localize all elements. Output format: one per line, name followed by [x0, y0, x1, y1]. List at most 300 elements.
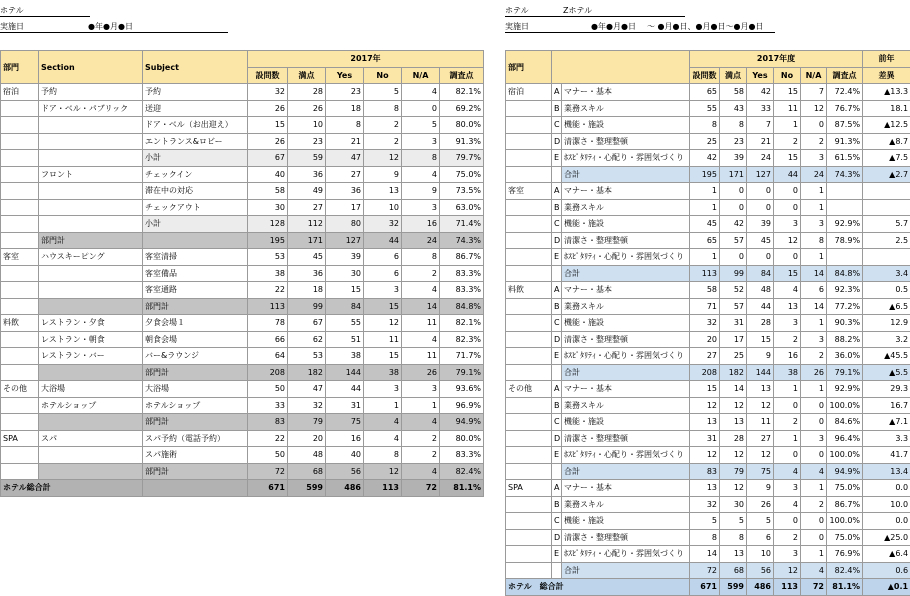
subject-cell: ホテルショップ: [143, 397, 248, 414]
value-cell: 195: [248, 232, 288, 249]
value-cell: 12: [774, 232, 801, 249]
col-metric: N/A: [801, 67, 827, 84]
value-cell: 9: [402, 183, 440, 200]
value-cell: 4: [364, 414, 402, 431]
value-cell: 12: [364, 150, 402, 167]
value-cell: 45: [690, 216, 720, 233]
value-cell: 1: [801, 480, 827, 497]
value-cell: 36: [326, 183, 364, 200]
value-cell: 31: [326, 397, 364, 414]
value-cell: 27: [690, 348, 720, 365]
value-cell: 8: [720, 529, 747, 546]
code-cell: A: [552, 282, 562, 299]
value-cell: 36: [288, 166, 326, 183]
dept-cell: [1, 265, 39, 282]
table-row: [506, 315, 910, 332]
value-cell: 182: [288, 364, 326, 381]
table-row: [506, 348, 910, 365]
value-cell: 71.4%: [440, 216, 484, 233]
value-cell: 15: [747, 331, 774, 348]
value-cell: 92.9%: [827, 381, 863, 398]
dept-cell: [506, 562, 552, 579]
section-cell: [39, 183, 143, 200]
value-cell: 83.3%: [440, 447, 484, 464]
value-cell: 2: [364, 133, 402, 150]
value-cell: 36: [288, 265, 326, 282]
subject-cell: チェックイン: [143, 166, 248, 183]
dept-cell: [506, 100, 552, 117]
table-row: [506, 100, 910, 117]
table-row: [1, 282, 484, 299]
diff-cell: 0.0: [863, 513, 910, 530]
value-cell: 24: [747, 150, 774, 167]
diff-cell: 5.7: [863, 216, 910, 233]
value-cell: 63.0%: [440, 199, 484, 216]
table-row: [1, 133, 484, 150]
col-metric: 満点: [288, 67, 326, 84]
value-cell: 82.4%: [827, 562, 863, 579]
value-cell: 28: [720, 430, 747, 447]
value-cell: 1: [690, 183, 720, 200]
dept-cell: 客室: [1, 249, 39, 266]
value-cell: 5: [747, 513, 774, 530]
value-cell: 38: [326, 348, 364, 365]
dept-cell: [506, 216, 552, 233]
section-cell: レストラン・夕食: [39, 315, 143, 332]
value-cell: 58: [248, 183, 288, 200]
tot-row: [1, 480, 484, 497]
value-cell: 22: [248, 430, 288, 447]
subject-cell: 清潔さ・整理整頓: [562, 529, 690, 546]
value-cell: 23: [720, 133, 747, 150]
table-row: [506, 496, 910, 513]
subject-cell: ﾎｽﾋﾟﾀﾘﾃｨ・心配り・雰囲気づくり: [562, 546, 690, 563]
table-row: [506, 414, 910, 431]
dept-cell: [506, 298, 552, 315]
code-cell: [552, 265, 562, 282]
value-cell: 2: [402, 430, 440, 447]
col-subject: [552, 51, 690, 84]
dept-cell: [506, 447, 552, 464]
value-cell: 0: [747, 183, 774, 200]
subject-cell: 部門計: [143, 414, 248, 431]
value-cell: 8: [801, 232, 827, 249]
value-cell: 86.7%: [440, 249, 484, 266]
value-cell: 12: [720, 397, 747, 414]
value-cell: 671: [248, 480, 288, 497]
value-cell: 12: [720, 447, 747, 464]
subject-cell: 機能・施設: [562, 315, 690, 332]
value-cell: 113: [690, 265, 720, 282]
dept-cell: [506, 249, 552, 266]
value-cell: 73.5%: [440, 183, 484, 200]
value-cell: 1: [801, 546, 827, 563]
value-cell: 144: [747, 364, 774, 381]
dept-cell: [506, 199, 552, 216]
table-row: [506, 381, 910, 398]
col-prev-year: 前年: [863, 51, 910, 68]
dept-cell: [1, 216, 39, 233]
value-cell: 56: [326, 463, 364, 480]
value-cell: 38: [248, 265, 288, 282]
value-cell: 82.1%: [440, 84, 484, 101]
section-cell: [39, 117, 143, 134]
dept-cell: [506, 232, 552, 249]
value-cell: 13: [720, 546, 747, 563]
value-cell: 38: [774, 364, 801, 381]
value-cell: 25: [720, 348, 747, 365]
subject-cell: ﾎｽﾋﾟﾀﾘﾃｨ・心配り・雰囲気づくり: [562, 150, 690, 167]
table-row: [506, 546, 910, 563]
value-cell: 79.1%: [827, 364, 863, 381]
value-cell: 10: [364, 199, 402, 216]
code-cell: B: [552, 397, 562, 414]
value-cell: 6: [364, 249, 402, 266]
subject-cell: 清潔さ・整理整頓: [562, 133, 690, 150]
dept-cell: [506, 348, 552, 365]
dept-cell: その他: [506, 381, 552, 398]
value-cell: 486: [747, 579, 774, 596]
value-cell: 14: [690, 546, 720, 563]
subject-cell: 小計: [143, 216, 248, 233]
diff-cell: ▲2.7: [863, 166, 910, 183]
value-cell: 16: [402, 216, 440, 233]
value-cell: 82.3%: [440, 331, 484, 348]
dept-cell: 客室: [506, 183, 552, 200]
value-cell: 11: [747, 414, 774, 431]
value-cell: 15: [774, 150, 801, 167]
value-cell: 1: [774, 117, 801, 134]
value-cell: 0: [801, 397, 827, 414]
value-cell: 14: [402, 298, 440, 315]
value-cell: 93.6%: [440, 381, 484, 398]
value-cell: 32: [288, 397, 326, 414]
value-cell: 0: [720, 199, 747, 216]
value-cell: 1: [801, 183, 827, 200]
diff-cell: [863, 249, 910, 266]
dept-cell: 宿泊: [506, 84, 552, 101]
value-cell: 26: [248, 100, 288, 117]
value-cell: 91.3%: [440, 133, 484, 150]
value-cell: 11: [402, 315, 440, 332]
value-cell: 0: [801, 513, 827, 530]
hotel-label: ホテル: [505, 5, 529, 16]
value-cell: 58: [690, 282, 720, 299]
subject-cell: ﾎｽﾋﾟﾀﾘﾃｨ・心配り・雰囲気づくり: [562, 249, 690, 266]
value-cell: 75: [326, 414, 364, 431]
value-cell: 33: [248, 397, 288, 414]
code-cell: E: [552, 546, 562, 563]
value-cell: 0: [747, 249, 774, 266]
value-cell: 4: [801, 463, 827, 480]
table-row: [1, 117, 484, 134]
value-cell: 2: [402, 447, 440, 464]
diff-cell: 16.7: [863, 397, 910, 414]
value-cell: 7: [801, 84, 827, 101]
value-cell: 99: [720, 265, 747, 282]
subject-cell: マナー・基本: [562, 381, 690, 398]
value-cell: 44: [364, 232, 402, 249]
section-cell: [39, 282, 143, 299]
subject-cell: ドア・ベル（お出迎え）: [143, 117, 248, 134]
value-cell: 3: [364, 282, 402, 299]
value-cell: 2: [801, 133, 827, 150]
value-cell: 100.0%: [827, 447, 863, 464]
code-cell: A: [552, 84, 562, 101]
value-cell: 22: [248, 282, 288, 299]
dept-cell: SPA: [506, 480, 552, 497]
col-metric: N/A: [402, 67, 440, 84]
value-cell: [827, 249, 863, 266]
value-cell: 67: [248, 150, 288, 167]
value-cell: 3: [402, 199, 440, 216]
subject-cell: 合計: [562, 166, 690, 183]
value-cell: 12: [364, 463, 402, 480]
subject-cell: 滞在中の対応: [143, 183, 248, 200]
date-value: ●年●月●日: [88, 21, 133, 32]
dept-cell: [506, 397, 552, 414]
value-cell: 78: [248, 315, 288, 332]
dept-row: [1, 463, 484, 480]
table-row: [1, 447, 484, 464]
value-cell: 88.2%: [827, 331, 863, 348]
value-cell: 53: [248, 249, 288, 266]
right-score-table: [505, 50, 910, 596]
code-cell: D: [552, 331, 562, 348]
value-cell: 72: [801, 579, 827, 596]
subject-cell: 朝食会場: [143, 331, 248, 348]
value-cell: 128: [248, 216, 288, 233]
table-row: [1, 331, 484, 348]
dept-cell: [1, 232, 39, 249]
value-cell: 12: [774, 562, 801, 579]
value-cell: 26: [747, 496, 774, 513]
code-cell: E: [552, 150, 562, 167]
value-cell: 2: [774, 529, 801, 546]
value-cell: 65: [690, 84, 720, 101]
sub-row: [506, 562, 910, 579]
dept-cell: [506, 529, 552, 546]
value-cell: 72: [248, 463, 288, 480]
left-sheet-header: [0, 0, 483, 34]
diff-cell: 3.2: [863, 331, 910, 348]
value-cell: 3: [801, 430, 827, 447]
col-metric: 満点: [720, 67, 747, 84]
dept-cell: [1, 364, 39, 381]
diff-cell: [863, 183, 910, 200]
value-cell: 17: [326, 199, 364, 216]
subject-cell: バー&ラウンジ: [143, 348, 248, 365]
value-cell: 99: [288, 298, 326, 315]
dept-cell: [506, 430, 552, 447]
value-cell: 76.9%: [827, 546, 863, 563]
subject-cell: チェックアウト: [143, 199, 248, 216]
value-cell: 44: [326, 381, 364, 398]
value-cell: 66: [248, 331, 288, 348]
value-cell: 100.0%: [827, 397, 863, 414]
dept-cell: [1, 463, 39, 480]
col-year: 2017年度: [690, 51, 863, 68]
value-cell: 0: [801, 529, 827, 546]
value-cell: 32: [364, 216, 402, 233]
value-cell: 48: [747, 282, 774, 299]
value-cell: 31: [720, 315, 747, 332]
section-cell: [39, 216, 143, 233]
value-cell: 5: [364, 84, 402, 101]
value-cell: 8: [364, 447, 402, 464]
diff-cell: ▲25.0: [863, 529, 910, 546]
section-cell: [39, 265, 143, 282]
left-sheet: [0, 0, 483, 34]
value-cell: 1: [801, 381, 827, 398]
diff-cell: 2.5: [863, 232, 910, 249]
value-cell: 5: [690, 513, 720, 530]
value-cell: 4: [402, 414, 440, 431]
table-row: [506, 397, 910, 414]
value-cell: [827, 199, 863, 216]
value-cell: 49: [288, 183, 326, 200]
value-cell: 1: [690, 199, 720, 216]
subject-cell: 清潔さ・整理整頓: [562, 232, 690, 249]
col-subject: Subject: [143, 51, 248, 84]
value-cell: 11: [774, 100, 801, 117]
value-cell: 32: [248, 84, 288, 101]
value-cell: 0: [774, 447, 801, 464]
value-cell: 0: [720, 183, 747, 200]
subject-cell: 機能・施設: [562, 513, 690, 530]
diff-cell: ▲7.5: [863, 150, 910, 167]
tot-row: [506, 579, 910, 596]
section-cell: ハウスキーピング: [39, 249, 143, 266]
code-cell: A: [552, 183, 562, 200]
diff-cell: ▲6.5: [863, 298, 910, 315]
value-cell: 0: [774, 397, 801, 414]
subject-cell: 客室備品: [143, 265, 248, 282]
value-cell: 671: [690, 579, 720, 596]
table-row: [506, 150, 910, 167]
value-cell: 42: [747, 84, 774, 101]
subject-cell: 客室清掃: [143, 249, 248, 266]
value-cell: 80.0%: [440, 117, 484, 134]
value-cell: 44: [774, 166, 801, 183]
value-cell: 64: [248, 348, 288, 365]
value-cell: 13: [690, 414, 720, 431]
value-cell: 79: [720, 463, 747, 480]
value-cell: 0: [774, 513, 801, 530]
value-cell: 13: [774, 298, 801, 315]
value-cell: 0: [774, 199, 801, 216]
dept-cell: [1, 133, 39, 150]
date-label: 実施日: [505, 21, 529, 32]
value-cell: 57: [720, 232, 747, 249]
value-cell: 51: [326, 331, 364, 348]
value-cell: 94.9%: [440, 414, 484, 431]
subject-cell: [143, 480, 248, 497]
value-cell: 3: [774, 216, 801, 233]
dept-cell: [506, 166, 552, 183]
code-cell: C: [552, 414, 562, 431]
value-cell: 127: [326, 232, 364, 249]
diff-cell: ▲8.7: [863, 133, 910, 150]
dept-row: [1, 364, 484, 381]
table-row: [506, 232, 910, 249]
table-row: [1, 348, 484, 365]
value-cell: 4: [774, 463, 801, 480]
hotel-underline: [505, 16, 685, 17]
section-cell: [39, 463, 143, 480]
date-underline: [505, 32, 775, 33]
section-cell: ドア・ベル・パブリック: [39, 100, 143, 117]
value-cell: 62: [288, 331, 326, 348]
value-cell: 27: [747, 430, 774, 447]
dept-cell: [506, 513, 552, 530]
subject-cell: 業務スキル: [562, 496, 690, 513]
section-cell: 予約: [39, 84, 143, 101]
value-cell: 113: [248, 298, 288, 315]
table-row: [506, 331, 910, 348]
subject-cell: 合計: [562, 364, 690, 381]
value-cell: 4: [801, 562, 827, 579]
subject-cell: 部門計: [143, 364, 248, 381]
value-cell: 50: [248, 447, 288, 464]
subject-cell: 小計: [143, 150, 248, 167]
subject-cell: マナー・基本: [562, 84, 690, 101]
code-cell: D: [552, 430, 562, 447]
value-cell: 8: [402, 150, 440, 167]
col-metric: 設問数: [690, 67, 720, 84]
value-cell: 82.4%: [440, 463, 484, 480]
code-cell: [552, 166, 562, 183]
value-cell: 11: [364, 331, 402, 348]
value-cell: 83: [690, 463, 720, 480]
value-cell: 72: [402, 480, 440, 497]
code-cell: B: [552, 100, 562, 117]
table-row: [506, 447, 910, 464]
value-cell: 6: [364, 265, 402, 282]
col-metric: Yes: [326, 67, 364, 84]
right-sheet: [505, 0, 910, 34]
diff-cell: 3.3: [863, 430, 910, 447]
dept-cell: [506, 546, 552, 563]
table-row: [506, 117, 910, 134]
table-row: [1, 397, 484, 414]
value-cell: 44: [747, 298, 774, 315]
table-row: [1, 183, 484, 200]
dept-cell: [1, 414, 39, 431]
subject-cell: 予約: [143, 84, 248, 101]
value-cell: 12: [364, 315, 402, 332]
value-cell: 36.0%: [827, 348, 863, 365]
section-cell: フロント: [39, 166, 143, 183]
value-cell: 96.9%: [440, 397, 484, 414]
date-underline: [0, 32, 228, 33]
section-cell: [39, 133, 143, 150]
value-cell: 3: [774, 546, 801, 563]
value-cell: 59: [288, 150, 326, 167]
value-cell: 33: [747, 100, 774, 117]
value-cell: 81.1%: [440, 480, 484, 497]
dept-cell: [506, 265, 552, 282]
value-cell: 486: [326, 480, 364, 497]
value-cell: 4: [774, 496, 801, 513]
table-row: [1, 84, 484, 101]
value-cell: 2: [774, 331, 801, 348]
value-cell: 112: [288, 216, 326, 233]
table-row: [1, 199, 484, 216]
value-cell: 15: [248, 117, 288, 134]
value-cell: 30: [720, 496, 747, 513]
value-cell: 81.1%: [827, 579, 863, 596]
